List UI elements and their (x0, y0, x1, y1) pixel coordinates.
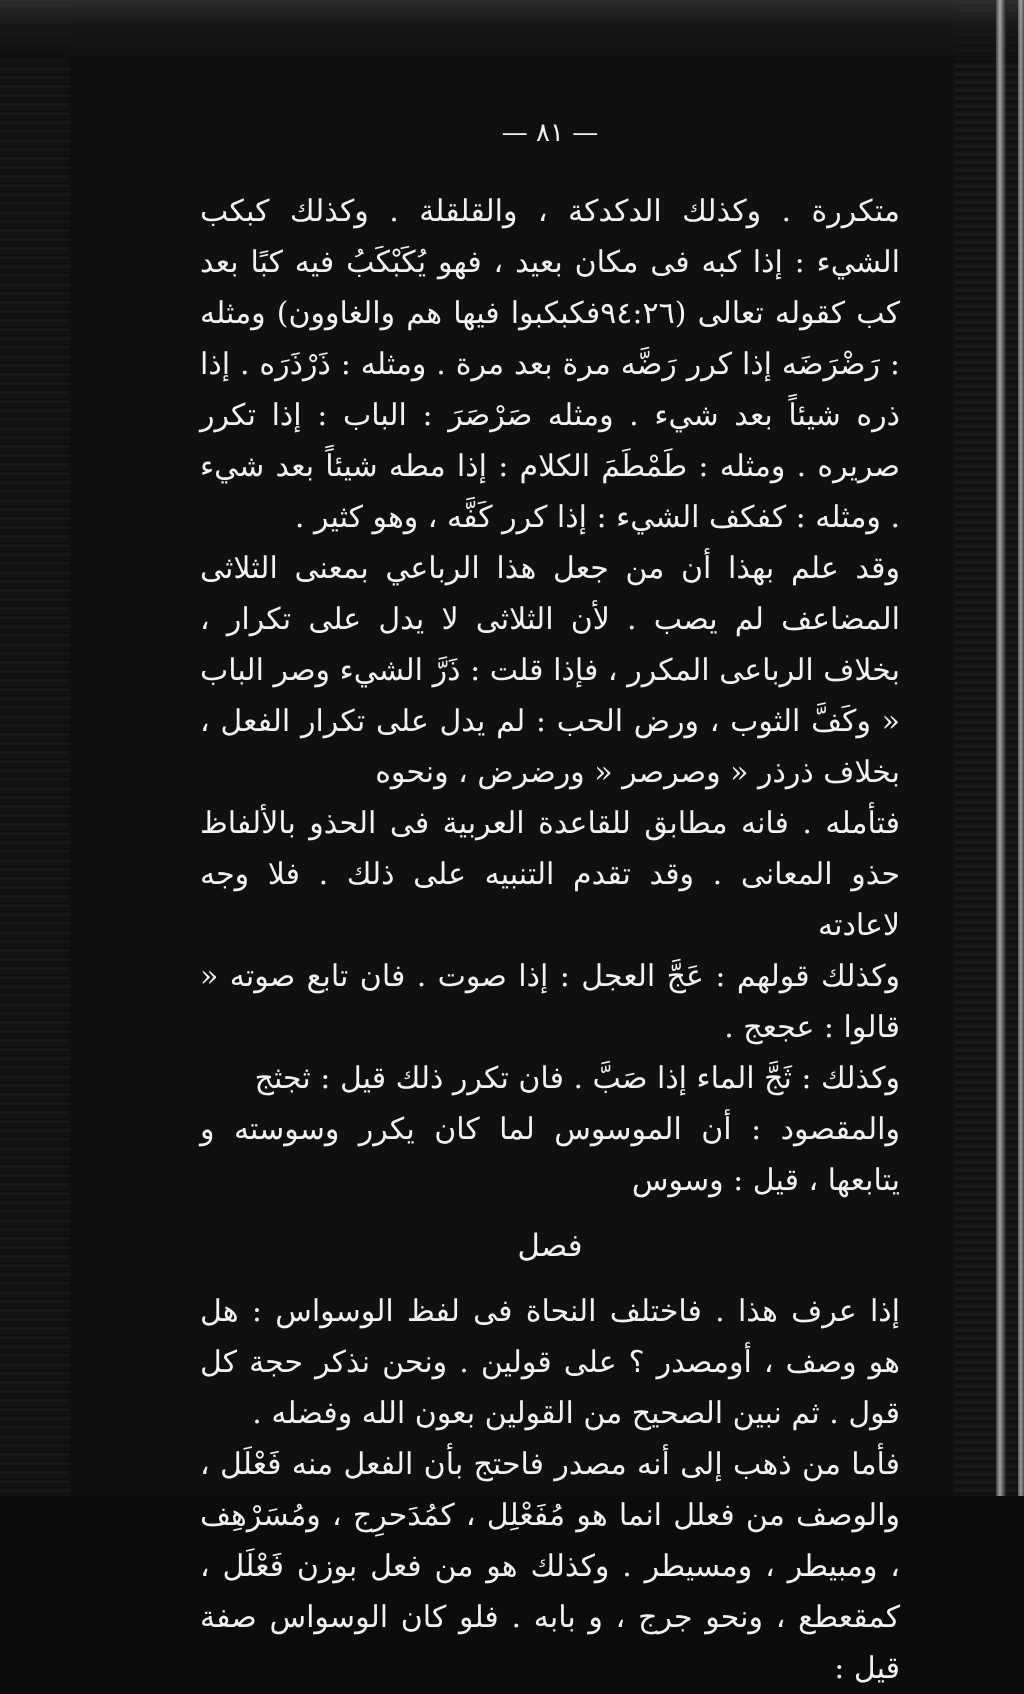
book-spine (996, 0, 1006, 1496)
book-spine-edge (1018, 0, 1024, 1496)
paragraph-2: وقد علم بهذا أن من جعل هذا الرباعي بمعنى الثلاثى المضاعف لم يصب . لأن الثلاثى لا يدل على تكرار ، بخلاف الرباعى المكرر ، فإذا قلت : ذَرَّ الشيء وصر الباب « وكَفَّ الثوب ، ورض الحب : لم يدل على تكرار الفعل ، بخلاف ذرذر « وصرصر « ورضرض ، ونحوه (200, 551, 900, 790)
paragraph-6: والمقصود : أن الموسوس لما كان يكرر وسوسته و يتابعها ، قيل : وسوس (200, 1112, 900, 1198)
paragraph-5: وكذلك : ثَجَّ الماء إذا صَبَّ . فان تكرر ذلك قيل : ثجثج (254, 1061, 900, 1096)
scan-edge-left (0, 0, 70, 1496)
scan-edge-right (954, 0, 1024, 1496)
paragraph-1: متكررة . وكذلك الدكدكة ، والقلقلة . وكذلك كبكب الشيء : إذا كبه فى مكان بعيد ، فهو يُكَبْكَبُ فيه كبًا بعد كب كقوله تعالى (٩٤:٢٦فكبكبوا فيها هم والغاوون) ومثله : رَضْرَضَه إذا كرر رَضَّه مرة بعد مرة . ومثله : ذَرْذَرَه . إذا ذره شيئاً بعد شيء . ومثله صَرْصَرَ : الباب : إذا تكرر صريره . ومثله : طَمْطَمَ الكلام : إذا مطه شيئاً بعد شيء . ومثله : كفكف الشيء : إذا كرر كَفَّه ، وهو كثير . (200, 194, 900, 535)
page-number: — ٨١ — (501, 118, 599, 148)
section-heading: فصل (517, 1228, 583, 1264)
book-page (200, 100, 900, 1694)
paragraph-3: فتأمله . فانه مطابق للقاعدة العربية فى الحذو بالألفاظ حذو المعانى . وقد تقدم التنبيه على ذلك . فلا وجه لاعادته (200, 806, 900, 943)
paragraph-4: وكذلك قولهم : عَجَّ العجل : إذا صوت . فان تابع صوته « قالوا : عجعج . (200, 959, 900, 1045)
scan-edge-top (0, 0, 1024, 60)
paragraph-8: فأما من ذهب إلى أنه مصدر فاحتج بأن الفعل منه فَعْلَل ، والوصف من فعلل انما هو مُفَعْلِل ، كمُدَحرِج ، ومُسَرْهِف ، ومبيطر ، ومسيطر . وكذلك هو من فعل بوزن فَعْلَل ، كمقعطع ، ونحو جرج ، و بابه . فلو كان الوسواس صفة قيل : (200, 1447, 900, 1686)
paragraph-7: إذا عرف هذا . فاختلف النحاة فى لفظ الوسواس : هل هو وصف ، أومصدر ؟ على قولين . ونحن نذكر حجة كل قول . ثم نبين الصحيح من القولين بعون الله وفضله . (200, 1294, 900, 1431)
